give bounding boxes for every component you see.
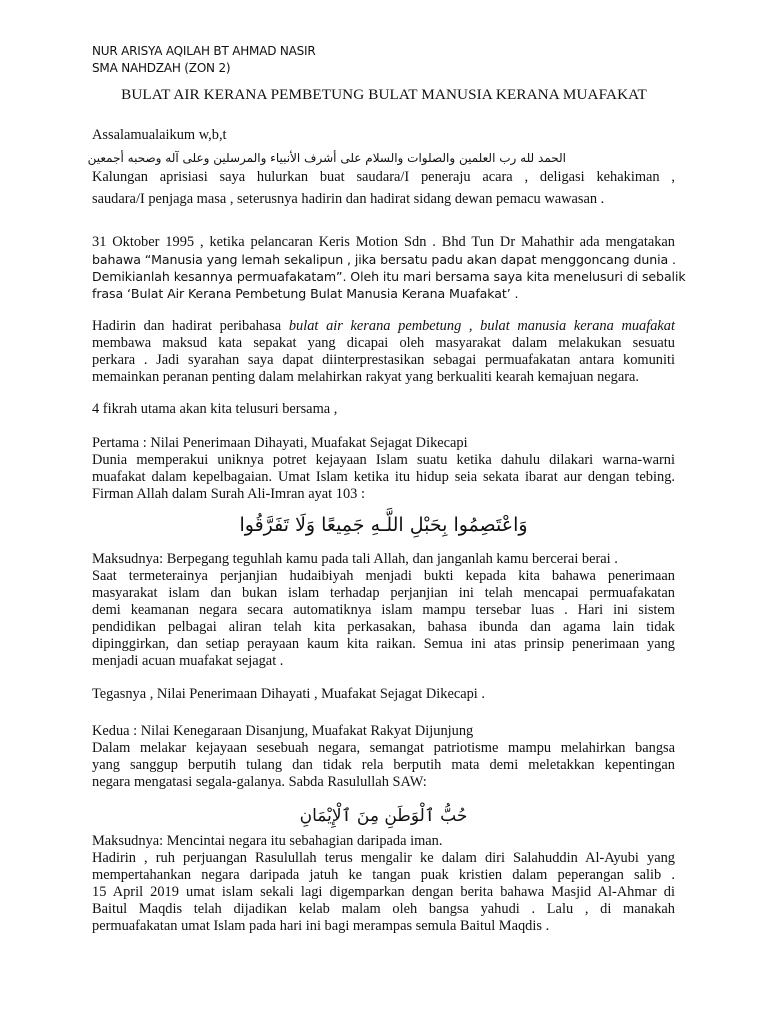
point2-paragraph [92, 723, 675, 791]
point1-line: Dunia memperakui uniknya potret kejayaan Islam suatu ketika dahulu dilakari warna-warni [92, 452, 675, 468]
meaning-line: pendidikan pelbagai aliran telah kita perkasakan, bahasa ibunda dan agama lain tidak [92, 619, 675, 635]
conclusion-text: Tegasnya , Nilai Penerimaan Dihayati , Muafakat Sejagat Dikecapi . [92, 686, 485, 702]
point1-conclusion [92, 686, 675, 703]
point1-line: muafakat dalam kepelbagaian. Umat Islam ketika itu hidup seia sekata ibarat aur dengan tebing. [92, 469, 675, 485]
point1-heading: Pertama : Nilai Penerimaan Dihayati, Muafakat Sejagat Dikecapi [92, 435, 468, 451]
point2-meaning [92, 833, 675, 935]
point2-line: Baitul Maqdis telah dijadikan kelab malam oleh bangsa yahudi . Lalu , di manakah [92, 901, 675, 917]
point1-meaning [92, 551, 675, 670]
intro-paragraph [92, 234, 686, 302]
definition-prefix: Hadirin dan hadirat peribahasa [92, 318, 289, 334]
point2-line: mempertahankan negara daripada jatuh ke tangan puak kristien dalam peperangan salib . [92, 867, 675, 883]
meaning-line: Saat termeterainya perjanjian hudaibiyah menjadi bukti kepada kita bahawa penerimaan [92, 568, 675, 584]
greeting-line: Kalungan aprisiasi saya hulurkan buat saudara/I peneraju acara , deligasi kehakiman , [92, 169, 675, 185]
point2-line: yang sanggup berputih tulang dan tidak rela berputih mata demi meletakkan kepentingan [92, 757, 675, 773]
meaning-line: menjadi acuan muafakat sejagat . [92, 653, 284, 669]
intro-line: 31 Oktober 1995 , ketika pelancaran Keris Motion Sdn . Bhd Tun Dr Mahathir ada mengatakan [92, 234, 675, 250]
intro-line: frasa ‘Bulat Air Kerana Pembetung Bulat Manusia Kerana Muafakat’ . [92, 286, 519, 301]
hadith-text: حُبُّ ٱلْوَطَنِ مِنَ ٱلْإِيْمَانِ [299, 806, 468, 826]
fikrah-line [92, 401, 675, 418]
meaning-line: demi keamanan negara secara automatiknya islam mampu tersebar luas . Hari ini sistem [92, 602, 675, 618]
intro-line: bahawa “Manusia yang lemah sekalipun , jika bersatu padu akan dapat menggoncang dunia . [92, 252, 676, 267]
school-name: SMA NAHDZAH (ZON 2) [92, 61, 231, 75]
definition-line: perkara . Jadi syarahan saya dapat diinterprestasikan sebagai permuafakatan antara komuniti [92, 352, 675, 368]
point2-line: permuafakatan umat Islam pada hari ini bagi merampas semula Baitul Maqdis . [92, 918, 550, 934]
point2-line: 15 April 2019 umat islam sekali lagi digemparkan dengan berita bahawa Masjid Al-Ahmar di [92, 884, 675, 900]
author-block [92, 43, 316, 77]
speech-title: BULAT AIR KERANA PEMBETUNG BULAT MANUSIA KERANA MUAFAKAT [121, 86, 647, 103]
salam-line [92, 127, 675, 144]
meaning-line: Maksudnya: Berpegang teguhlah kamu pada tali Allah, dan janganlah kamu bercerai berai . [92, 551, 618, 567]
point2-line: Hadirin , ruh perjuangan Rasulullah terus mengalir ke dalam diri Salahuddin Al-Ayubi yang [92, 850, 675, 866]
intro-line: Demikianlah kesannya permuafakatam”. Oleh itu mari bersama saya kita menelusuri di sebalik [92, 269, 686, 284]
quran-verse: وَاعْتَصِمُوا بِحَبْلِ اللَّـهِ جَمِيعًا وَلَا تَفَرَّقُوا [239, 514, 528, 536]
point1-line: Firman Allah dalam Surah Ali-Imran ayat 103 : [92, 486, 365, 502]
point2-line: Dalam melakar kejayaan sesebuah negara, semangat patriotisme mampu melahirkan bangsa [92, 740, 675, 756]
point1-paragraph [92, 435, 675, 503]
hamd-arabic: الحمد لله رب العلمين والصلوات والسلام على أشرف الأنبياء والمرسلين وعلى آله وصحبه أجمعين [87, 151, 566, 165]
meaning-line: Maksudnya: Mencintai negara itu sebahagian daripada iman. [92, 833, 443, 849]
salam-text: Assalamualaikum w,b,t [92, 127, 227, 143]
definition-line [92, 318, 675, 335]
definition-paragraph [92, 318, 675, 386]
fikrah-text: 4 fikrah utama akan kita telusuri bersama , [92, 401, 338, 417]
meaning-line: masyarakat islam dan bukan islam terhadap perjanjian ini telah mencapai permuafakatan [92, 585, 675, 601]
definition-line: membawa maksud kata sepakat yang dicapai oleh masyarakat dalam melakukan sesuatu [92, 335, 675, 351]
definition-line: memainkan peranan penting dalam melahirkan rakyat yang berkualiti kearah kemajuan negara. [92, 369, 640, 385]
proverb-italic: bulat air kerana pembetung , bulat manusia kerana muafakat [288, 318, 675, 334]
greeting-line: saudara/I penjaga masa , seterusnya hadirin dan hadirat sidang dewan pemacu wawasan . [92, 191, 605, 207]
greeting-paragraph [92, 166, 675, 210]
point2-heading: Kedua : Nilai Kenegaraan Disanjung, Muafakat Rakyat Dijunjung [92, 723, 474, 739]
meaning-line: dipinggirkan, dan setiap perayaan kaum kita raikan. Semua ini atas prinsip penerimaan yang [92, 636, 675, 652]
author-name: NUR ARISYA AQILAH BT AHMAD NASIR [92, 44, 316, 58]
point2-line: negara mengatasi segala-galanya. Sabda Rasulullah SAW: [92, 774, 427, 790]
